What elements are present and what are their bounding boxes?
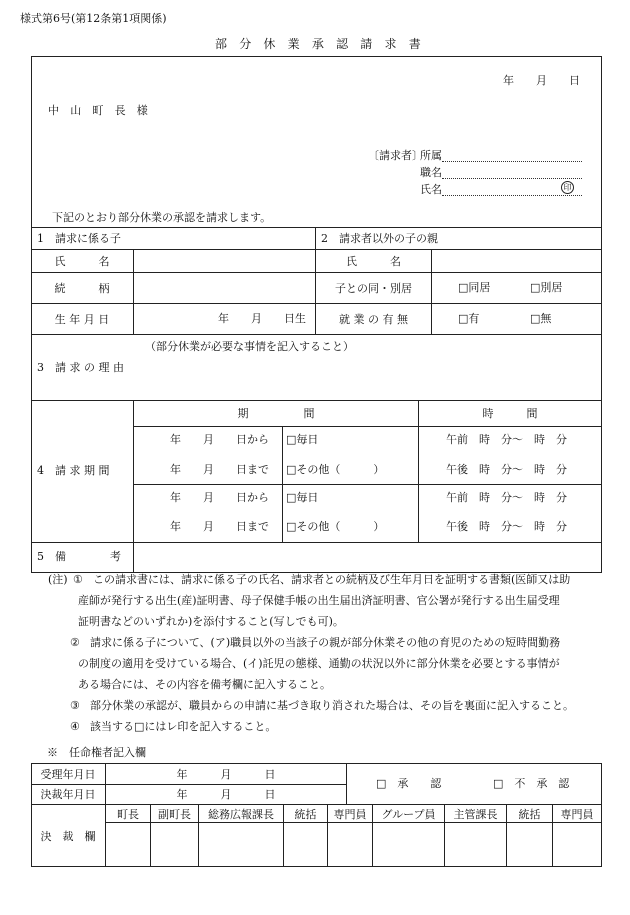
- time-range[interactable]: 午後 時 分〜 時 分: [446, 520, 567, 533]
- time-range[interactable]: 午前 時 分〜 時 分: [446, 491, 567, 504]
- remarks-field[interactable]: [134, 543, 601, 572]
- time-range[interactable]: 午後 時 分〜 時 分: [446, 463, 567, 476]
- page-title: 部 分 休 業 承 認 請 求 書: [215, 37, 425, 51]
- role-header: 総務広報課長: [208, 807, 274, 821]
- relation-field[interactable]: [134, 272, 315, 303]
- role-header: 専門員: [560, 807, 594, 821]
- role-header: 町長: [117, 807, 139, 821]
- disapprove-checkbox[interactable]: □ 不 承 認: [493, 777, 570, 790]
- date-line: 年 月 日: [503, 74, 580, 87]
- approve-checkbox[interactable]: □ 承 認: [376, 777, 442, 790]
- note-mark: ①: [73, 573, 83, 586]
- employ-label: 就 業 の 有 無: [339, 312, 408, 326]
- note-4: 該当する□にはレ印を記入すること。: [90, 720, 277, 733]
- name-label: 氏名: [420, 183, 442, 196]
- note-mark: ②: [70, 636, 80, 649]
- affiliation-field[interactable]: [442, 161, 582, 162]
- freq-checkbox-other[interactable]: □その他（ ）: [286, 520, 385, 533]
- note-1-line: 産師が発行する出生(産)証明書、母子保健手帳の出生届出済証明書、官公署が発行する出生届受理: [78, 594, 560, 607]
- parent-name-field[interactable]: [432, 249, 601, 272]
- section2-header: 2 請求者以外の子の親: [321, 232, 438, 245]
- freq-checkbox-daily[interactable]: □毎日: [286, 433, 319, 446]
- decided-date-label: 決裁年月日: [40, 788, 96, 801]
- period-label: 4 請 求 期 間: [37, 464, 110, 477]
- cohabit-checkbox-same[interactable]: □同居: [458, 281, 491, 294]
- kessai-label: 決 裁 欄: [40, 829, 96, 843]
- child-name-field[interactable]: [134, 249, 315, 272]
- employ-checkbox-no[interactable]: □無: [530, 312, 552, 325]
- role-header: 主管課長: [453, 807, 498, 821]
- decided-date-field[interactable]: 年 月 日: [176, 788, 276, 801]
- received-date-field[interactable]: 年 月 日: [176, 767, 276, 781]
- note-2-line: の制度の適用を受けている場合、(イ)託児の態様、通勤の状況以外に部分休業を必要とする事情が: [78, 657, 560, 670]
- role-header: 統括: [518, 807, 541, 821]
- seal-mark: 印: [561, 181, 574, 194]
- freq-checkbox-daily[interactable]: □毎日: [286, 491, 319, 504]
- time-column-header: 時 間: [482, 407, 538, 420]
- note-1-line: 証明書などのいずれか)を添付すること(写しでも可)。: [78, 615, 344, 628]
- cohabit-label: 子との同・別居: [335, 281, 412, 295]
- reason-label: 3 請 求 の 理 由: [37, 361, 124, 374]
- appointer-heading: ※ 任命権者記入欄: [47, 746, 146, 759]
- note-3: 部分休業の承認が、職員からの申請に基づき取り消された場合は、その旨を裏面に記入すること。: [90, 699, 574, 712]
- note-1-line: この請求書には、請求に係る子の氏名、請求者との続柄及び生年月日を証明する書類(医師又は助: [93, 573, 571, 586]
- child-name-label: 氏 名: [54, 254, 110, 268]
- notes-prefix: (注): [48, 573, 68, 586]
- period-date[interactable]: 年 月 日まで: [170, 520, 269, 533]
- period-date[interactable]: 年 月 日まで: [170, 463, 269, 476]
- note-mark: ④: [70, 720, 80, 733]
- name-field[interactable]: [442, 195, 582, 196]
- note-2-line: 請求に係る子について、(ア)職員以外の当該子の親が部分休業その他の育児のための短時間勤務: [90, 636, 561, 649]
- birth-label: 生 年 月 日: [54, 312, 110, 326]
- note-2-line: ある場合には、その内容を備考欄に記入すること。: [78, 678, 331, 691]
- affiliation-label: 所属: [420, 149, 442, 162]
- section1-header: 1 請求に係る子: [37, 232, 121, 245]
- role-header: 統括: [294, 807, 317, 821]
- time-range[interactable]: 午前 時 分〜 時 分: [446, 433, 567, 446]
- parent-name-label: 氏 名: [346, 254, 401, 268]
- remarks-label: 5 備 考: [37, 550, 121, 563]
- position-field[interactable]: [442, 178, 582, 179]
- intro-text: 下記のとおり部分休業の承認を請求します。: [52, 211, 272, 224]
- role-header: 副町長: [158, 807, 191, 821]
- addressee: 中 山 町 長 様: [48, 104, 152, 117]
- role-header: 専門員: [333, 807, 367, 821]
- birth-value[interactable]: 年 月 日生: [218, 312, 306, 325]
- form-id: 様式第6号(第12条第1項関係): [20, 12, 167, 25]
- relation-label: 続 柄: [54, 281, 110, 295]
- note-mark: ③: [70, 699, 80, 712]
- role-header: グループ員: [381, 807, 436, 821]
- reason-hint: （部分休業が必要な事情を記入すること）: [145, 340, 354, 353]
- period-date[interactable]: 年 月 日から: [170, 491, 269, 504]
- received-date-label: 受理年月日: [40, 767, 96, 781]
- period-column-header: 期 間: [237, 407, 315, 420]
- freq-checkbox-other[interactable]: □その他（ ）: [286, 463, 385, 476]
- cohabit-checkbox-separate[interactable]: □別居: [530, 281, 563, 294]
- period-date[interactable]: 年 月 日から: [170, 433, 269, 446]
- position-label: 職名: [420, 166, 442, 179]
- requester-bracket: 〔請求者〕: [368, 149, 423, 162]
- employ-checkbox-yes[interactable]: □有: [458, 312, 480, 325]
